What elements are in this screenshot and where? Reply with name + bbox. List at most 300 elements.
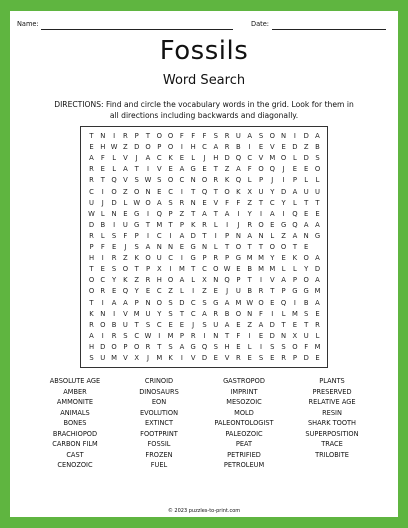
- grid-letter[interactable]: I: [113, 309, 116, 318]
- grid-letter[interactable]: I: [259, 276, 262, 285]
- grid-letter[interactable]: E: [213, 287, 218, 296]
- grid-letter[interactable]: F: [236, 198, 241, 207]
- grid-letter[interactable]: R: [258, 287, 264, 296]
- grid-letter[interactable]: I: [146, 165, 149, 174]
- grid-letter[interactable]: I: [271, 309, 274, 318]
- grid-letter[interactable]: D: [134, 143, 140, 152]
- grid-letter[interactable]: I: [101, 187, 104, 196]
- grid-letter[interactable]: B: [100, 220, 106, 229]
- grid-letter[interactable]: S: [111, 231, 117, 240]
- grid-letter[interactable]: X: [134, 354, 140, 362]
- grid-letter[interactable]: D: [190, 231, 196, 240]
- grid-letter[interactable]: Z: [123, 187, 128, 196]
- grid-letter[interactable]: V: [213, 198, 219, 207]
- grid-letter[interactable]: A: [258, 320, 264, 329]
- grid-letter[interactable]: S: [315, 154, 320, 163]
- grid-letter[interactable]: O: [224, 187, 230, 196]
- grid-letter[interactable]: A: [179, 276, 185, 285]
- grid-letter[interactable]: Y: [112, 276, 117, 285]
- grid-letter[interactable]: E: [111, 287, 117, 296]
- grid-letter[interactable]: O: [100, 320, 106, 329]
- grid-letter[interactable]: S: [168, 198, 173, 207]
- grid-letter[interactable]: R: [247, 220, 253, 229]
- grid-letter[interactable]: V: [123, 309, 128, 318]
- grid-letter[interactable]: L: [315, 176, 320, 185]
- grid-letter[interactable]: N: [190, 176, 196, 185]
- grid-letter[interactable]: G: [190, 254, 196, 263]
- grid-letter[interactable]: S: [157, 176, 162, 185]
- grid-letter[interactable]: L: [100, 209, 105, 218]
- grid-letter[interactable]: V: [269, 143, 275, 152]
- grid-letter[interactable]: I: [180, 354, 183, 362]
- grid-letter[interactable]: L: [292, 198, 297, 207]
- grid-letter[interactable]: O: [122, 265, 129, 274]
- grid-letter[interactable]: A: [224, 209, 230, 218]
- grid-letter[interactable]: L: [247, 176, 252, 185]
- grid-letter[interactable]: L: [100, 231, 105, 240]
- grid-letter[interactable]: R: [315, 320, 320, 329]
- grid-letter[interactable]: L: [191, 154, 196, 163]
- grid-letter[interactable]: G: [314, 231, 321, 240]
- grid-letter[interactable]: I: [101, 254, 104, 263]
- grid-letter[interactable]: R: [236, 354, 241, 362]
- grid-letter[interactable]: O: [167, 276, 174, 285]
- grid-letter[interactable]: O: [156, 132, 162, 140]
- grid-letter[interactable]: K: [134, 254, 139, 263]
- grid-letter[interactable]: L: [304, 176, 309, 185]
- grid-letter[interactable]: W: [144, 176, 152, 185]
- grid-letter[interactable]: L: [292, 154, 297, 163]
- grid-letter[interactable]: P: [258, 176, 264, 185]
- grid-letter[interactable]: Z: [168, 287, 173, 296]
- grid-letter[interactable]: O: [303, 254, 309, 263]
- grid-letter[interactable]: O: [145, 254, 151, 263]
- grid-letter[interactable]: H: [88, 254, 95, 263]
- grid-letter[interactable]: J: [271, 176, 274, 185]
- grid-letter[interactable]: S: [258, 132, 264, 140]
- grid-letter[interactable]: N: [145, 187, 151, 196]
- grid-letter[interactable]: S: [213, 132, 218, 140]
- grid-letter[interactable]: A: [236, 165, 241, 174]
- grid-letter[interactable]: G: [292, 287, 298, 296]
- grid-letter[interactable]: T: [191, 209, 196, 218]
- grid-letter[interactable]: D: [179, 298, 185, 307]
- grid-letter[interactable]: T: [134, 320, 139, 329]
- grid-letter[interactable]: L: [247, 342, 252, 351]
- grid-letter[interactable]: E: [304, 209, 309, 218]
- grid-letter[interactable]: A: [145, 154, 151, 163]
- grid-letter[interactable]: H: [190, 143, 196, 152]
- grid-letter[interactable]: R: [89, 320, 94, 329]
- grid-letter[interactable]: G: [303, 287, 309, 296]
- grid-letter[interactable]: V: [156, 165, 162, 174]
- grid-letter[interactable]: J: [237, 220, 240, 229]
- grid-letter[interactable]: U: [213, 320, 219, 329]
- grid-letter[interactable]: E: [168, 320, 173, 329]
- grid-letter[interactable]: E: [100, 265, 105, 274]
- grid-letter[interactable]: D: [111, 198, 117, 207]
- grid-letter[interactable]: S: [213, 342, 218, 351]
- grid-letter[interactable]: U: [258, 187, 264, 196]
- grid-letter[interactable]: H: [100, 143, 106, 152]
- grid-letter[interactable]: O: [258, 165, 264, 174]
- grid-letter[interactable]: R: [224, 143, 230, 152]
- grid-letter[interactable]: R: [89, 165, 94, 174]
- grid-letter[interactable]: O: [156, 298, 162, 307]
- grid-letter[interactable]: D: [269, 320, 275, 329]
- grid-letter[interactable]: M: [111, 354, 118, 362]
- grid-letter[interactable]: E: [202, 165, 207, 174]
- grid-letter[interactable]: T: [304, 320, 309, 329]
- grid-letter[interactable]: Q: [235, 154, 242, 163]
- grid-letter[interactable]: E: [145, 287, 151, 296]
- grid-letter[interactable]: I: [259, 342, 262, 351]
- grid-letter[interactable]: R: [123, 132, 128, 140]
- grid-letter[interactable]: H: [224, 342, 230, 351]
- grid-letter[interactable]: C: [202, 265, 207, 274]
- grid-letter[interactable]: K: [292, 254, 298, 263]
- grid-letter[interactable]: U: [145, 309, 151, 318]
- grid-letter[interactable]: N: [213, 276, 219, 285]
- grid-letter[interactable]: X: [202, 276, 207, 285]
- grid-letter[interactable]: S: [123, 331, 128, 340]
- grid-letter[interactable]: S: [258, 354, 264, 362]
- name-line[interactable]: [41, 29, 233, 30]
- grid-letter[interactable]: S: [270, 342, 275, 351]
- grid-letter[interactable]: M: [258, 254, 264, 263]
- grid-letter[interactable]: E: [213, 354, 218, 362]
- grid-letter[interactable]: T: [213, 209, 218, 218]
- grid-letter[interactable]: O: [134, 187, 140, 196]
- grid-letter[interactable]: A: [292, 231, 298, 240]
- grid-letter[interactable]: I: [158, 331, 161, 340]
- grid-letter[interactable]: D: [269, 331, 275, 340]
- grid-letter[interactable]: O: [88, 287, 95, 296]
- grid-letter[interactable]: T: [100, 176, 105, 185]
- grid-letter[interactable]: F: [179, 132, 184, 140]
- grid-letter[interactable]: R: [89, 231, 94, 240]
- grid-letter[interactable]: B: [315, 143, 320, 152]
- grid-letter[interactable]: B: [247, 265, 253, 274]
- grid-letter[interactable]: O: [292, 342, 298, 351]
- grid-letter[interactable]: E: [236, 342, 241, 351]
- grid-letter[interactable]: O: [145, 198, 151, 207]
- grid-letter[interactable]: D: [280, 187, 287, 196]
- grid-letter[interactable]: S: [304, 309, 309, 318]
- grid-letter[interactable]: U: [156, 254, 162, 263]
- grid-letter[interactable]: M: [314, 287, 321, 296]
- grid-letter[interactable]: G: [190, 342, 196, 351]
- grid-letter[interactable]: R: [281, 354, 286, 362]
- grid-letter[interactable]: J: [203, 154, 206, 163]
- grid-letter[interactable]: L: [191, 276, 196, 285]
- grid-letter[interactable]: K: [123, 276, 128, 285]
- grid-letter[interactable]: F: [236, 331, 241, 340]
- grid-letter[interactable]: J: [226, 287, 229, 296]
- grid-letter[interactable]: I: [203, 331, 206, 340]
- grid-letter[interactable]: M: [133, 309, 140, 318]
- grid-letter[interactable]: Q: [156, 209, 162, 218]
- grid-letter[interactable]: A: [281, 276, 286, 285]
- grid-letter[interactable]: S: [281, 342, 286, 351]
- grid-letter[interactable]: A: [247, 231, 253, 240]
- grid-letter[interactable]: E: [315, 354, 320, 362]
- grid-letter[interactable]: E: [236, 265, 241, 274]
- grid-letter[interactable]: T: [225, 243, 230, 251]
- grid-letter[interactable]: W: [144, 331, 152, 340]
- grid-letter[interactable]: S: [111, 265, 117, 274]
- grid-letter[interactable]: R: [145, 342, 151, 351]
- grid-letter[interactable]: L: [281, 265, 286, 274]
- grid-letter[interactable]: L: [281, 309, 286, 318]
- grid-letter[interactable]: P: [225, 231, 230, 240]
- grid-letter[interactable]: C: [156, 231, 162, 240]
- grid-letter[interactable]: Y: [270, 254, 275, 263]
- grid-letter[interactable]: Y: [304, 265, 309, 274]
- grid-letter[interactable]: G: [190, 165, 196, 174]
- grid-letter[interactable]: I: [293, 298, 296, 307]
- grid-letter[interactable]: N: [156, 243, 162, 251]
- grid-letter[interactable]: K: [168, 154, 173, 163]
- grid-letter[interactable]: I: [293, 132, 296, 140]
- grid-letter[interactable]: H: [156, 276, 162, 285]
- grid-letter[interactable]: T: [247, 243, 252, 251]
- grid-letter[interactable]: P: [89, 243, 94, 251]
- grid-letter[interactable]: S: [134, 243, 139, 251]
- grid-letter[interactable]: F: [191, 132, 196, 140]
- grid-letter[interactable]: C: [134, 331, 140, 340]
- grid-letter[interactable]: C: [156, 320, 162, 329]
- grid-letter[interactable]: I: [214, 231, 217, 240]
- grid-letter[interactable]: V: [269, 276, 275, 285]
- grid-letter[interactable]: E: [157, 187, 162, 196]
- grid-letter[interactable]: I: [248, 143, 251, 152]
- grid-letter[interactable]: G: [190, 243, 196, 251]
- grid-letter[interactable]: T: [213, 187, 218, 196]
- grid-letter[interactable]: R: [111, 331, 117, 340]
- grid-letter[interactable]: Z: [123, 143, 128, 152]
- grid-letter[interactable]: O: [134, 342, 140, 351]
- grid-letter[interactable]: N: [145, 298, 151, 307]
- grid-letter[interactable]: C: [100, 276, 106, 285]
- grid-letter[interactable]: O: [235, 243, 242, 251]
- grid-letter[interactable]: A: [315, 132, 320, 140]
- grid-letter[interactable]: E: [258, 331, 264, 340]
- grid-letter[interactable]: T: [168, 220, 173, 229]
- grid-letter[interactable]: Q: [235, 176, 242, 185]
- grid-letter[interactable]: P: [292, 276, 297, 285]
- grid-letter[interactable]: T: [213, 165, 218, 174]
- grid-letter[interactable]: P: [292, 354, 297, 362]
- grid-letter[interactable]: T: [247, 276, 252, 285]
- grid-letter[interactable]: E: [100, 165, 105, 174]
- grid-letter[interactable]: I: [192, 287, 195, 296]
- grid-letter[interactable]: I: [101, 331, 104, 340]
- grid-letter[interactable]: P: [134, 132, 139, 140]
- grid-letter[interactable]: A: [315, 298, 320, 307]
- grid-letter[interactable]: P: [225, 254, 230, 263]
- grid-letter[interactable]: R: [224, 132, 230, 140]
- grid-letter[interactable]: R: [145, 276, 151, 285]
- grid-letter[interactable]: R: [213, 254, 219, 263]
- grid-letter[interactable]: R: [213, 176, 219, 185]
- grid-letter[interactable]: O: [258, 298, 264, 307]
- grid-letter[interactable]: T: [179, 309, 184, 318]
- grid-letter[interactable]: A: [111, 298, 117, 307]
- grid-letter[interactable]: T: [89, 265, 94, 274]
- grid-letter[interactable]: T: [145, 220, 151, 229]
- grid-letter[interactable]: N: [235, 231, 241, 240]
- grid-letter[interactable]: Z: [134, 276, 140, 285]
- grid-letter[interactable]: E: [281, 143, 286, 152]
- grid-letter[interactable]: R: [202, 220, 207, 229]
- grid-letter[interactable]: Q: [224, 276, 230, 285]
- grid-letter[interactable]: N: [111, 209, 117, 218]
- grid-letter[interactable]: C: [269, 198, 275, 207]
- grid-letter[interactable]: C: [89, 187, 94, 196]
- grid-letter[interactable]: K: [224, 176, 230, 185]
- grid-letter[interactable]: R: [213, 309, 219, 318]
- grid-letter[interactable]: Z: [123, 254, 128, 263]
- grid-letter[interactable]: S: [145, 320, 151, 329]
- grid-letter[interactable]: T: [304, 198, 309, 207]
- grid-letter[interactable]: Q: [269, 165, 275, 174]
- grid-letter[interactable]: C: [156, 154, 162, 163]
- grid-letter[interactable]: S: [168, 309, 173, 318]
- grid-letter[interactable]: P: [123, 342, 128, 351]
- grid-letter[interactable]: D: [292, 143, 298, 152]
- grid-letter[interactable]: U: [100, 354, 106, 362]
- grid-letter[interactable]: R: [100, 287, 106, 296]
- grid-letter[interactable]: Y: [281, 198, 286, 207]
- grid-letter[interactable]: E: [270, 298, 275, 307]
- grid-letter[interactable]: E: [247, 354, 252, 362]
- grid-letter[interactable]: K: [236, 187, 241, 196]
- grid-letter[interactable]: J: [146, 354, 149, 362]
- grid-letter[interactable]: I: [180, 143, 183, 152]
- grid-letter[interactable]: T: [270, 287, 275, 296]
- grid-letter[interactable]: Z: [247, 320, 253, 329]
- grid-letter[interactable]: L: [213, 220, 218, 229]
- grid-letter[interactable]: O: [280, 154, 287, 163]
- grid-letter[interactable]: A: [156, 198, 162, 207]
- grid-letter[interactable]: D: [303, 354, 309, 362]
- grid-letter[interactable]: V: [123, 354, 128, 362]
- grid-letter[interactable]: D: [100, 342, 106, 351]
- grid-letter[interactable]: O: [269, 243, 275, 251]
- grid-letter[interactable]: U: [303, 331, 309, 340]
- grid-letter[interactable]: O: [167, 132, 174, 140]
- grid-letter[interactable]: T: [157, 342, 162, 351]
- grid-letter[interactable]: Y: [157, 309, 162, 318]
- grid-letter[interactable]: R: [111, 254, 117, 263]
- grid-letter[interactable]: V: [123, 154, 128, 163]
- grid-letter[interactable]: Q: [111, 176, 117, 185]
- grid-letter[interactable]: A: [89, 331, 94, 340]
- grid-letter[interactable]: H: [88, 342, 95, 351]
- grid-letter[interactable]: V: [190, 354, 196, 362]
- grid-letter[interactable]: A: [179, 231, 185, 240]
- grid-letter[interactable]: M: [269, 265, 276, 274]
- grid-letter[interactable]: P: [292, 176, 297, 185]
- grid-letter[interactable]: G: [134, 220, 140, 229]
- grid-letter[interactable]: H: [213, 154, 219, 163]
- grid-letter[interactable]: I: [169, 265, 172, 274]
- grid-letter[interactable]: N: [168, 243, 174, 251]
- grid-letter[interactable]: V: [123, 176, 128, 185]
- grid-letter[interactable]: A: [247, 132, 253, 140]
- grid-letter[interactable]: T: [134, 265, 139, 274]
- grid-letter[interactable]: S: [89, 354, 94, 362]
- grid-letter[interactable]: F: [202, 132, 207, 140]
- grid-letter[interactable]: L: [315, 331, 320, 340]
- grid-letter[interactable]: N: [247, 309, 253, 318]
- grid-letter[interactable]: T: [225, 331, 230, 340]
- grid-letter[interactable]: U: [122, 220, 128, 229]
- grid-letter[interactable]: C: [179, 176, 185, 185]
- grid-letter[interactable]: K: [89, 309, 94, 318]
- grid-letter[interactable]: E: [89, 143, 94, 152]
- grid-letter[interactable]: I: [180, 187, 183, 196]
- grid-letter[interactable]: F: [100, 243, 105, 251]
- grid-letter[interactable]: O: [167, 143, 174, 152]
- date-line[interactable]: [272, 29, 386, 30]
- grid-letter[interactable]: O: [201, 176, 208, 185]
- grid-letter[interactable]: S: [202, 298, 207, 307]
- grid-letter[interactable]: A: [202, 309, 207, 318]
- grid-letter[interactable]: D: [201, 354, 208, 362]
- grid-letter[interactable]: P: [145, 265, 151, 274]
- grid-letter[interactable]: L: [270, 231, 275, 240]
- grid-letter[interactable]: O: [111, 187, 117, 196]
- grid-letter[interactable]: T: [258, 243, 264, 251]
- grid-letter[interactable]: E: [304, 243, 309, 251]
- grid-letter[interactable]: D: [303, 154, 309, 163]
- grid-letter[interactable]: M: [167, 331, 174, 340]
- grid-letter[interactable]: A: [213, 143, 219, 152]
- grid-letter[interactable]: E: [315, 309, 320, 318]
- grid-letter[interactable]: W: [88, 209, 95, 218]
- grid-letter[interactable]: M: [269, 154, 276, 163]
- grid-letter[interactable]: C: [168, 254, 173, 263]
- grid-letter[interactable]: D: [303, 132, 309, 140]
- grid-letter[interactable]: X: [292, 331, 298, 340]
- grid-letter[interactable]: J: [101, 198, 104, 207]
- grid-letter[interactable]: W: [110, 143, 118, 152]
- grid-letter[interactable]: M: [314, 342, 321, 351]
- grid-letter[interactable]: N: [303, 231, 309, 240]
- grid-letter[interactable]: A: [123, 165, 128, 174]
- grid-letter[interactable]: L: [213, 243, 218, 251]
- grid-letter[interactable]: E: [179, 243, 185, 251]
- grid-letter[interactable]: D: [224, 154, 230, 163]
- grid-letter[interactable]: S: [202, 320, 207, 329]
- grid-letter[interactable]: X: [247, 187, 253, 196]
- grid-letter[interactable]: A: [315, 276, 320, 285]
- grid-letter[interactable]: M: [178, 265, 185, 274]
- grid-letter[interactable]: S: [168, 298, 173, 307]
- grid-letter[interactable]: O: [303, 276, 309, 285]
- grid-letter[interactable]: I: [113, 132, 116, 140]
- grid-letter[interactable]: E: [270, 354, 275, 362]
- grid-letter[interactable]: U: [89, 198, 94, 207]
- grid-letter[interactable]: T: [202, 231, 207, 240]
- grid-letter[interactable]: I: [282, 209, 285, 218]
- grid-letter[interactable]: T: [191, 265, 196, 274]
- grid-letter[interactable]: T: [292, 243, 297, 251]
- grid-letter[interactable]: A: [89, 154, 94, 163]
- grid-letter[interactable]: F: [259, 309, 263, 318]
